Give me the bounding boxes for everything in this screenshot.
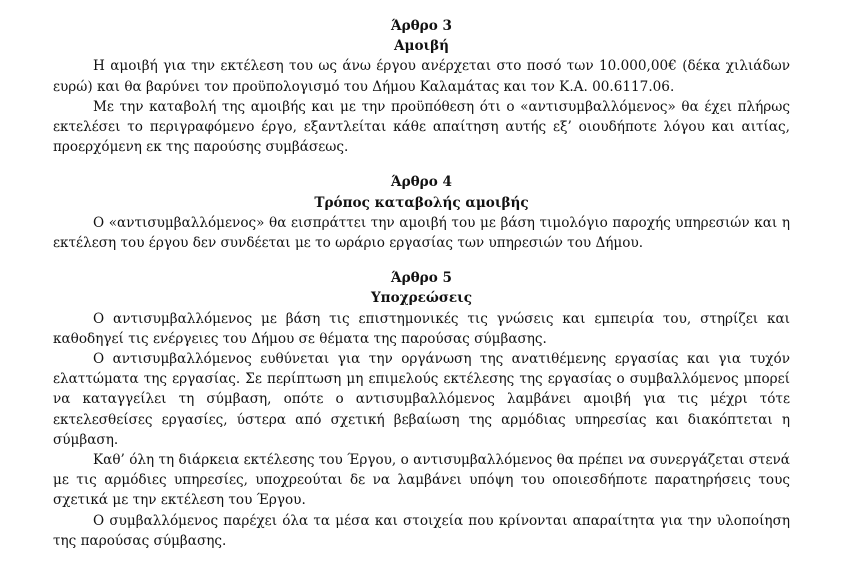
- article-4: [53, 172, 790, 253]
- paragraph: Με την καταβολή της αμοιβής και με την προϋπόθεση ότι ο «αντισυμβαλλόμενος» θα έχει πλήρως εκτελέσει το περιγραφόμενο έργο, εξαντλείται κάθε απαίτηση αυτής εξ’ οιουδήποτε λόγου και αιτίας, προερχόμενη εκ της παρούσης συμβάσεως.: [53, 98, 790, 156]
- article-number: Άρθρο 4: [391, 174, 452, 191]
- article-3: [53, 16, 790, 157]
- paragraph: Καθ’ όλη τη διάρκεια εκτέλεσης του Έργου, ο αντισυμβαλλόμενος θα πρέπει να συνεργάζεται στενά με τις αρμόδιες υπηρεσίες, υποχρεούται δε να λαμβάνει υπόψη του οποιεσδήποτε παρατηρήσεις τους σχετικά με την εκτέλεση του Έργου.: [53, 452, 790, 509]
- paragraph: Ο συμβαλλόμενος παρέχει όλα τα μέσα και στοιχεία που κρίνονται απαραίτητα για την υλοποίηση της παρούσας σύμβασης.: [53, 512, 790, 549]
- article-title: Υποχρεώσεις: [370, 290, 473, 307]
- paragraph: Η αμοιβή για την εκτέλεση του ως άνω έργου ανέρχεται στο ποσό των 10.000,00€ (δέκα χιλιάδων ευρώ) και θα βαρύνει τον προϋπολογισμό του Δήμου Καλαμάτας και τον Κ.Α. 00.6117.06.: [53, 58, 790, 95]
- article-number: Άρθρο 3: [391, 18, 452, 34]
- article-number: Άρθρο 5: [391, 270, 452, 287]
- article-title: Αμοιβή: [393, 38, 450, 55]
- paragraph: Ο «αντισυμβαλλόμενος» θα εισπράττει την αμοιβή του με βάση τιμολόγιο παροχής υπηρεσιών και η εκτέλεση του έργου δεν συνδέεται με το ωράριο εργασίας των υπηρεσιών του Δήμου.: [53, 214, 790, 252]
- article-title: Τρόπος καταβολής αμοιβής: [314, 194, 529, 211]
- paragraph: Ο αντισυμβαλλόμενος ευθύνεται για την οργάνωση της ανατιθέμενης εργασίας και για τυχόν ελαττώματα της εργασίας. Σε περίπτωση μη επιμελούς εκτέλεσης της εργασίας ο συμβαλλόμενος μπορεί να καταγγείλει τη σύμβαση, οπότε ο αντισυμβαλλόμενος λαμβάνει αμοιβή για τις μέχρι τότε εκτελεσθείσες εργασίες, ύστερα από σχετική βεβαίωση της αρμόδιας υπηρεσίας και διακόπτεται η σύμβαση.: [53, 351, 790, 448]
- contract-text: [53, 16, 790, 566]
- paragraph: Ο αντισυμβαλλόμενος με βάση τις επιστημονικές τις γνώσεις και εμπειρία του, στηρίζει και καθοδηγεί τις ενέργειες του Δήμου σε θέματα της παρούσας σύμβασης.: [53, 310, 790, 347]
- article-5: [53, 268, 790, 551]
